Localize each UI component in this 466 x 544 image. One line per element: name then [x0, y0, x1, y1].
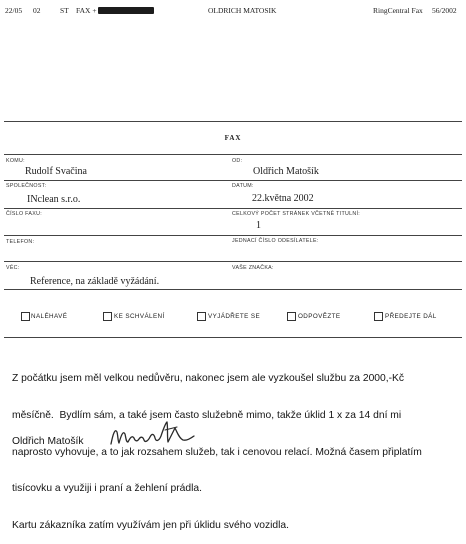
transmission-year: 02 — [33, 6, 41, 15]
message-line: Kartu zákazníka zatím využívám jen při úklidu svého vozidla. — [12, 519, 289, 531]
row-divider — [4, 180, 462, 181]
datum-label: DATUM: — [232, 183, 254, 189]
checkbox-label: VYJÁDŘETE SE — [208, 313, 261, 320]
datum-value: 22.května 2002 — [252, 193, 314, 204]
od-label: OD: — [232, 158, 243, 164]
celkovy-pocet-value: 1 — [256, 220, 261, 231]
checkbox-label: PŘEDEJTE DÁL — [385, 313, 437, 320]
form-title-divider — [4, 154, 462, 155]
form-title: FAX — [224, 134, 242, 142]
transmission-service: RingCentral Fax — [373, 6, 423, 15]
checkbox-vyjadrete-se[interactable] — [197, 312, 206, 321]
checkbox-label: ODPOVĚZTE — [298, 313, 341, 320]
message-line: tisícovku a využiji i praní a žehlení prádla. — [12, 483, 203, 495]
od-value: Oldřich Matošík — [253, 166, 319, 177]
row-divider — [4, 261, 462, 262]
row-divider — [4, 208, 462, 209]
row-divider — [4, 235, 462, 236]
vase-znacka-label: VAŠE ZNAČKA: — [232, 265, 274, 271]
komu-value: Rudolf Svačina — [25, 166, 87, 177]
message-line: měsíčně. Bydlím sám, a také jsem často služebně mimo, takže úklid 1 x za 14 dní mi — [12, 410, 402, 422]
jednaci-cislo-label: JEDNACÍ ČÍSLO ODESÍLATELE: — [232, 238, 319, 244]
message-line: naprosto vyhovuje, a to jak rozsahem služeb, tak i cenovou relací. Možná časem připlatím — [12, 446, 422, 458]
komu-label: KOMU: — [6, 158, 25, 164]
checkbox-label: KE SCHVÁLENÍ — [114, 313, 165, 320]
handwritten-signature — [107, 418, 197, 450]
spolecnost-value: INclean s.r.o. — [27, 194, 81, 205]
checkbox-odpovezte[interactable] — [287, 312, 296, 321]
sender-name: Oldřich Matošík — [12, 436, 84, 447]
form-top-border — [4, 121, 462, 122]
transmission-page: 56/2002 — [432, 6, 457, 15]
redacted-fax-number — [98, 7, 154, 14]
checkbox-predejte-dal[interactable] — [374, 312, 383, 321]
message-line: Z počátku jsem měl velkou nedůvěru, nakonec jsem ale vyzkoušel službu za 2000,-Kč — [12, 373, 405, 385]
checkbox-ke-schvaleni[interactable] — [103, 312, 112, 321]
row-divider — [4, 289, 462, 290]
cislo-faxu-label: ČÍSLO FAXU: — [6, 211, 42, 217]
checkbox-label: NALÉHAVÉ — [31, 313, 68, 320]
spolecnost-label: SPOLEČNOST: — [6, 183, 47, 189]
vec-label: VĚC: — [6, 265, 20, 271]
transmission-time: ST — [60, 6, 69, 15]
transmission-sender: OLDRICH MATOSIK — [208, 6, 277, 15]
checkbox-nalehave[interactable] — [21, 312, 30, 321]
message-top-border — [4, 337, 462, 338]
vec-value: Reference, na základě vyžádání. — [30, 276, 160, 287]
celkovy-pocet-label: CELKOVÝ POČET STRÁNEK VČETNĚ TITULNÍ: — [232, 211, 361, 217]
telefon-label: TELEFON: — [6, 239, 35, 245]
transmission-date: 22/05 — [5, 6, 23, 15]
transmission-fax-label: FAX + — [76, 6, 97, 15]
